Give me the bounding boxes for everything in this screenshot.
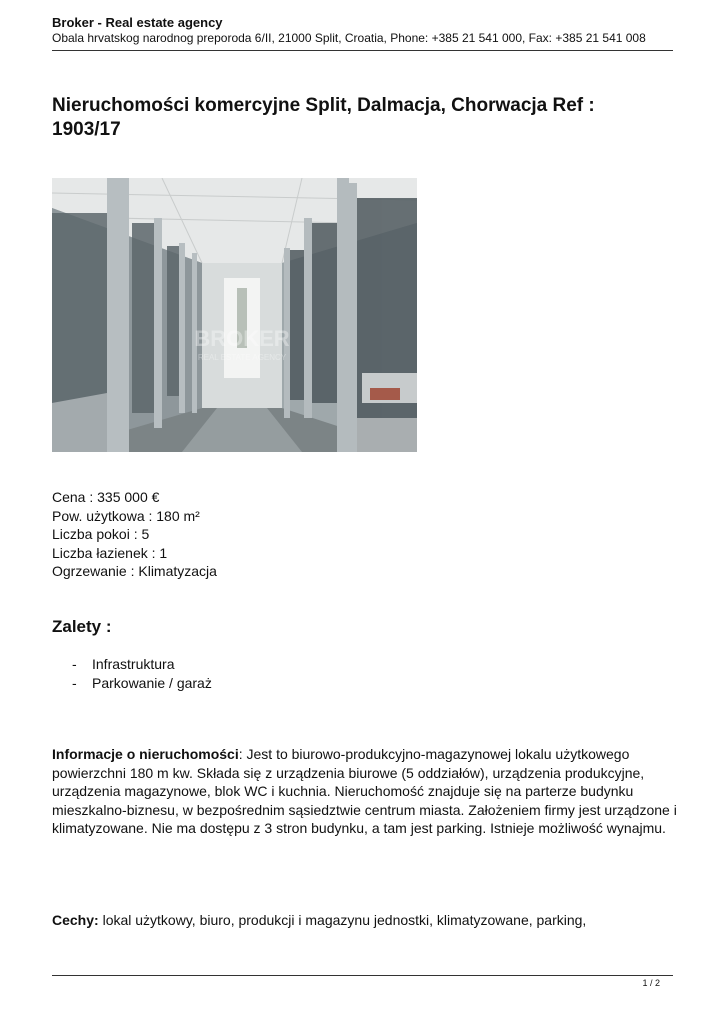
- header-divider: [52, 50, 673, 51]
- watermark-tagline: REAL ESTATE AGENCY: [197, 353, 287, 362]
- document-header: [52, 15, 673, 46]
- detail-rooms: Liczba pokoi : 5: [52, 526, 150, 542]
- page-number: 1 / 2: [642, 978, 660, 988]
- list-item-label: Infrastruktura: [92, 656, 175, 672]
- features-label: Cechy:: [52, 912, 99, 928]
- advantages-heading: Zalety :: [52, 617, 112, 636]
- features-text: lokal użytkowy, biuro, produkcji i magazynu jednostki, klimatyzowane, parking,: [98, 912, 587, 928]
- watermark-brand: BROKER: [194, 326, 290, 351]
- detail-price: Cena : 335 000 €: [52, 489, 160, 505]
- agency-address: Obala hrvatskog narodnog preporoda 6/II, 21000 Split, Croatia, Phone: +385 21 541 000, Fax: +385 21 541 008: [52, 31, 646, 45]
- list-item-label: Parkowanie / garaż: [92, 674, 212, 691]
- listing-title: Nieruchomości komercyjne Split, Dalmacja, Chorwacja Ref : 1903/17: [52, 95, 595, 140]
- detail-area: Pow. użytkowa : 180 m²: [52, 507, 200, 524]
- bullet-dash: -: [72, 674, 77, 691]
- agency-name: Broker - Real estate agency: [52, 15, 223, 30]
- property-description: [52, 745, 677, 838]
- list-item: [72, 655, 212, 674]
- advantages-list: [72, 655, 212, 692]
- detail-bathrooms: Liczba łazienek : 1: [52, 544, 168, 561]
- property-details: [52, 488, 217, 581]
- detail-heating: Ogrzewanie : Klimatyzacja: [52, 563, 217, 579]
- property-photo: [52, 178, 417, 452]
- description-label: Informacje o nieruchomości: [52, 746, 239, 762]
- description-text: : Jest to biurowo-produkcyjno-magazynowej lokalu użytkowego powierzchni 180 m kw. Składa się z urządzenia biurowe (5 oddziałów), urządzenia produkcyjne, urządzenia magazynowe, blok WC i kuchnia. Nieruchomość znajduje się na parterze budynku mieszkalno-biznesu, w bezpośrednim sąsiedztwie centrum miasta. Założeniem firmy jest urządzone i klimatyzowane. Nie ma dostępu z 3 stron budynku, a tam jest parking. Istnieje możliwość wynajmu.: [52, 746, 677, 836]
- bullet-dash: -: [72, 656, 77, 672]
- property-features: [52, 911, 677, 930]
- list-item: [72, 674, 212, 693]
- footer-divider: [52, 975, 673, 976]
